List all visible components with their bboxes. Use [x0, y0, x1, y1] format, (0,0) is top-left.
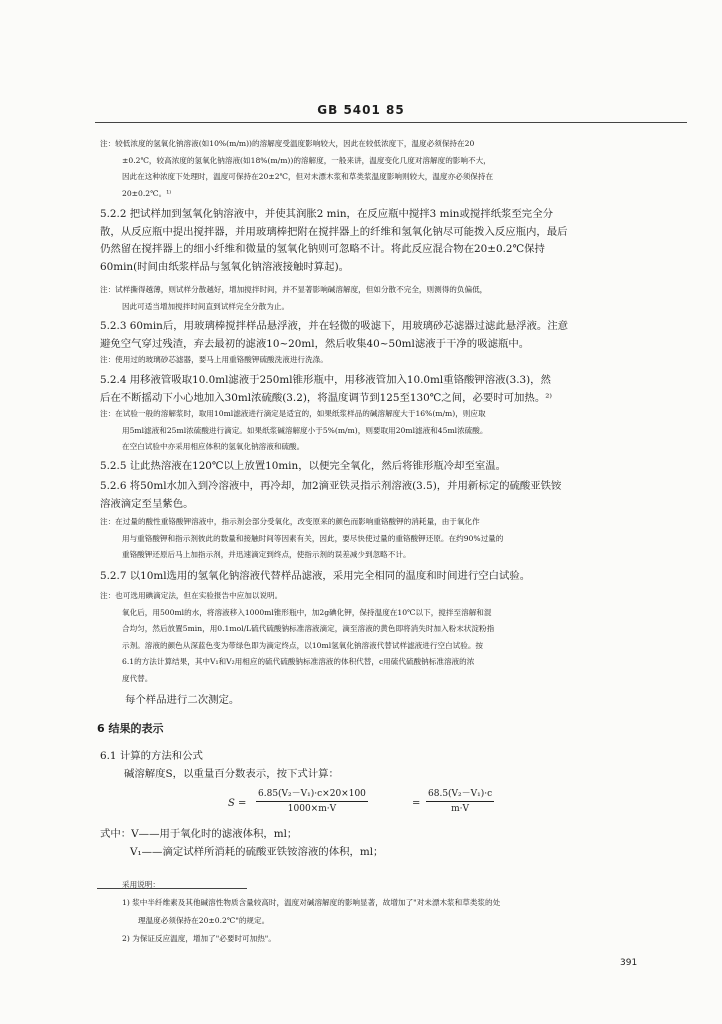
note-line: 因此在这种浓度下处理时，温度可保持在20±2℃，但对未漂木浆和草类浆温度影响则较大，温度亦必须保持在	[122, 172, 494, 182]
para-line: 散，从反应瓶中提出搅拌器，并用玻璃棒把附在搅拌器上的纤维和氢氧化钠尽可能拨入反应瓶内，最后	[100, 225, 568, 238]
para-line: 5.2.4 用移液管吸取10.0ml滤液于250ml锥形瓶中，用移液管加入10.0ml重铬酸钾溶液(3.3)，然	[100, 374, 551, 386]
note-line: 用与重铬酸钾和指示剂彼此的数量和接触时间等因素有关，因此，要尽快使过量的重铬酸钾还原。在约90%过量的	[122, 533, 504, 543]
note-line: 注：较低浓度的氢氧化钠溶液(如10%(m/m))的溶解度受温度影响较大，因此在较低浓度下，温度必须保持在20	[100, 139, 475, 148]
legend-line: V₁——滴定试样所消耗的硫酸亚铁铵溶液的体积，ml；	[130, 845, 384, 858]
formula-fraction-1	[256, 786, 368, 814]
legend-line: 式中：V——用于氧化时的滤液体积，ml；	[100, 828, 298, 840]
note-line: 示剂。溶液的颜色从深蓝色变为带绿色即为滴定终点，以10ml氢氧化钠溶液代替试样滤液进行空白试验。按	[122, 640, 484, 650]
para-line: 5.2.2 把试样加到氢氧化钠溶液中，并使其润胀2 min，在反应瓶中搅拌3 min或搅拌纸浆至完全分	[100, 208, 553, 220]
formula-lhs: S =	[228, 798, 247, 809]
note-line: 20±0.2℃。¹⁾	[122, 188, 172, 198]
note-line: 注：也可选用碘滴定法，但在实验报告中应加以说明。	[100, 591, 283, 600]
note-2	[100, 282, 685, 315]
section-5-2-6	[100, 478, 685, 513]
note-line: 在空白试验中亦采用相应体积的氢氧化钠溶液和硫酸。	[122, 442, 305, 452]
note-line: 注：使用过的玻璃砂芯滤器，要马上用重铬酸钾硫酸洗液进行洗涤。	[100, 355, 328, 364]
section-5-2-7	[100, 568, 685, 586]
formula-fraction-2	[426, 786, 494, 814]
formula-numerator-2: 68.5(V₂－V₁)·c	[426, 786, 494, 802]
note-5	[100, 514, 685, 564]
note-line: 因此可适当增加搅拌时间直到试样完全分散为止。	[122, 301, 290, 311]
note-line: 重铬酸钾还原后马上加指示剂，并迅速滴定到终点，使指示剂的误差减少到忽略不计。	[122, 550, 411, 560]
section-6-title: 6 结果的表示	[97, 722, 164, 735]
standard-header: GB 5401 85	[317, 103, 405, 117]
section-5-2-4	[100, 372, 685, 407]
para-line: 60min(时间由纸浆样品与氢氧化钠溶液接触时算起)。	[100, 260, 350, 273]
note-3	[100, 352, 685, 369]
note-line: 注：试样撕得越薄，则试样分散越好，增加搅拌时间，并不显著影响碱溶解度，但如分散不完全，则测得的负偏低，	[100, 285, 488, 294]
para-line: 溶液滴定至呈紫色。	[100, 497, 194, 510]
repeat-measurement: 每个样品进行二次测定。	[125, 694, 240, 706]
formula-denominator-1: 1000×m·V	[287, 804, 337, 814]
alkali-solubility-formula	[228, 786, 648, 824]
section-5-2-3	[100, 318, 685, 353]
header-rule	[95, 122, 687, 123]
footnotes	[122, 876, 682, 948]
page-number: 391	[620, 958, 638, 968]
note-line: 注：在试验一般的溶解浆时，取用10ml滤液进行滴定是适宜的，如果纸浆样品的碱溶解度大于16%(m/m)，则应取	[100, 409, 486, 418]
footnote-line: 2) 为保证反应温度，增加了"必要时可加热"。	[122, 934, 276, 943]
note-1	[100, 136, 685, 202]
formula-numerator-1: 6.85(V₂－V₁)·c×20×100	[256, 786, 368, 802]
note-line: 氧化后，用500ml的水，将溶液移入1000ml锥形瓶中，加2g碘化钾，保持温度在10℃以下，搅拌至溶解和混	[122, 607, 492, 617]
note-6	[100, 588, 685, 688]
formula-legend	[100, 826, 685, 861]
section-6-1-title: 6.1 计算的方法和公式	[100, 750, 203, 762]
footnote-line: 理温度必须保持在20±0.2℃"的规定。	[138, 916, 270, 925]
note-line: 度代替。	[122, 673, 153, 683]
note-line: 注：在过量的酸性重铬酸钾溶液中，指示剂会部分受氧化，改变原来的颜色而影响重铬酸钾的消耗量，由于氧化作	[100, 517, 480, 526]
formula-denominator-2: m·V	[451, 804, 470, 814]
formula-equals: =	[412, 798, 421, 809]
para-line: 5.2.5 让此热溶液在120℃以上放置10min，以便完全氧化，然后将锥形瓶冷却至室温。	[100, 460, 507, 472]
section-5-2-2	[100, 206, 685, 276]
footnote-line: 1) 浆中半纤维素及其他碱溶性物质含量较高时，温度对碱溶解度的影响显著，故增加了"对未漂木浆和草类浆的处	[122, 898, 501, 907]
para-line: 避免空气穿过残渣，弃去最初的滤液10~20ml，然后收集40~50ml滤液于干净的吸滤瓶中。	[100, 337, 530, 350]
note-line: ±0.2℃，较高浓度的氢氧化钠溶液(如18%(m/m))的溶解度，一般来讲，温度变化几度对溶解度的影响不大，	[122, 155, 491, 165]
para-line: 5.2.3 60min后，用玻璃棒搅拌样品悬浮液，并在轻微的吸滤下，用玻璃砂芯滤器过滤此悬浮液。注意	[100, 320, 569, 332]
note-line: 6.1的方法计算结果，其中V₁和V₂用相应的硫代硫酸钠标准溶液的体积代替，c用硫代硫酸钠标准溶液的浓	[122, 657, 475, 667]
para-line: 5.2.6 将50ml水加入到冷溶液中，再冷却，加2滴亚铁灵指示剂溶液(3.5)，并用新标定的硫酸亚铁铵	[100, 480, 562, 492]
section-6-1-intro: 碱溶解度S，以重量百分数表示，按下式计算：	[124, 768, 339, 780]
note-line: 合均匀，然后放置5min，用0.1mol/L硫代硫酸钠标准溶液滴定，滴至溶液的黄色即将消失时加入粉末状淀粉指	[122, 624, 495, 634]
para-line: 5.2.7 以10ml选用的氢氧化钠溶液代替样品滤液，采用完全相同的温度和时间进行空白试验。	[100, 570, 531, 582]
note-line: 用5ml滤液和25ml浓硫酸进行滴定。如果纸浆碱溶解度小于5%(m/m)，则要取用20ml滤液和45ml浓硫酸。	[122, 425, 488, 435]
footnote-title: 采用说明：	[122, 880, 160, 889]
para-line: 后在不断摇动下小心地加入30ml浓硫酸(3.2)，将温度调节到125至130℃之间，必要时可加热。²⁾	[100, 391, 552, 404]
section-5-2-5	[100, 458, 685, 476]
note-4	[100, 406, 685, 456]
para-line: 仍然留在搅拌器上的细小纤维和微量的氢氧化钠则可忽略不计。将此反应混合物在20±0.2℃保持	[100, 243, 545, 256]
